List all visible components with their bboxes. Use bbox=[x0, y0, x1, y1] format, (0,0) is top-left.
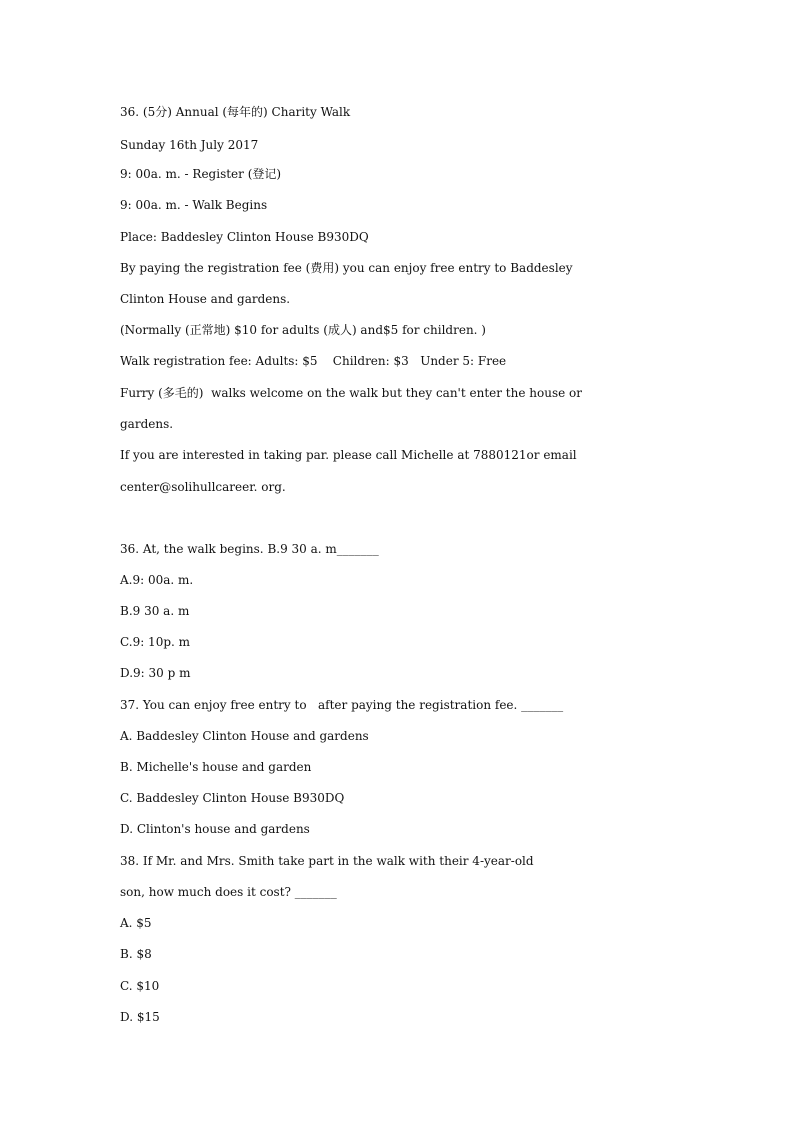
walk-fee-line: Walk registration fee: Adults: $5 Children: $3 Under 5: Free bbox=[120, 354, 507, 368]
register-time: 9: 00a. m. - Register (登记) bbox=[120, 167, 282, 181]
contact-line-1: If you are interested in taking par. please call Michelle at 7880121or email bbox=[120, 448, 577, 462]
question-36-option-a: A.9: 00a. m. bbox=[120, 573, 194, 587]
question-37-option-d: D. Clinton's house and gardens bbox=[120, 822, 310, 836]
furry-line-2: gardens. bbox=[120, 417, 174, 431]
question-38-stem-line-2: son, how much does it cost? _______ bbox=[120, 885, 337, 899]
question-37-option-c: C. Baddesley Clinton House B930DQ bbox=[120, 791, 345, 805]
question-38-option-a: A. $5 bbox=[120, 916, 152, 930]
place-line: Place: Baddesley Clinton House B930DQ bbox=[120, 230, 369, 244]
question-37-option-a: A. Baddesley Clinton House and gardens bbox=[120, 729, 369, 743]
question-36-stem: 36. At, the walk begins. B.9 30 a. m_______ bbox=[120, 542, 379, 556]
fee-line-1: By paying the registration fee (费用) you can enjoy free entry to Baddesley bbox=[120, 261, 573, 275]
question-36-option-b: B.9 30 a. m bbox=[120, 604, 190, 618]
passage-heading: 36. (5分) Annual (每年的) Charity Walk bbox=[120, 105, 351, 119]
fee-line-2: Clinton House and gardens. bbox=[120, 292, 291, 306]
question-36-option-d: D.9: 30 p m bbox=[120, 666, 191, 680]
event-date: Sunday 16th July 2017 bbox=[120, 138, 259, 152]
question-37-option-b: B. Michelle's house and garden bbox=[120, 760, 312, 774]
question-38-option-d: D. $15 bbox=[120, 1010, 160, 1024]
normal-price-line: (Normally (正常地) $10 for adults (成人) and$5 for children. ) bbox=[120, 323, 486, 337]
walk-begin-time: 9: 00a. m. - Walk Begins bbox=[120, 198, 268, 212]
question-37-stem: 37. You can enjoy free entry to after paying the registration fee. _______ bbox=[120, 698, 564, 712]
question-38-stem-line-1: 38. If Mr. and Mrs. Smith take part in the walk with their 4-year-old bbox=[120, 854, 534, 868]
furry-line-1: Furry (多毛的) walks welcome on the walk but they can't enter the house or bbox=[120, 386, 582, 400]
question-36-option-c: C.9: 10p. m bbox=[120, 635, 191, 649]
question-38-option-c: C. $10 bbox=[120, 979, 160, 993]
contact-line-2: center@solihullcareer. org. bbox=[120, 480, 286, 494]
question-38-option-b: B. $8 bbox=[120, 947, 152, 961]
